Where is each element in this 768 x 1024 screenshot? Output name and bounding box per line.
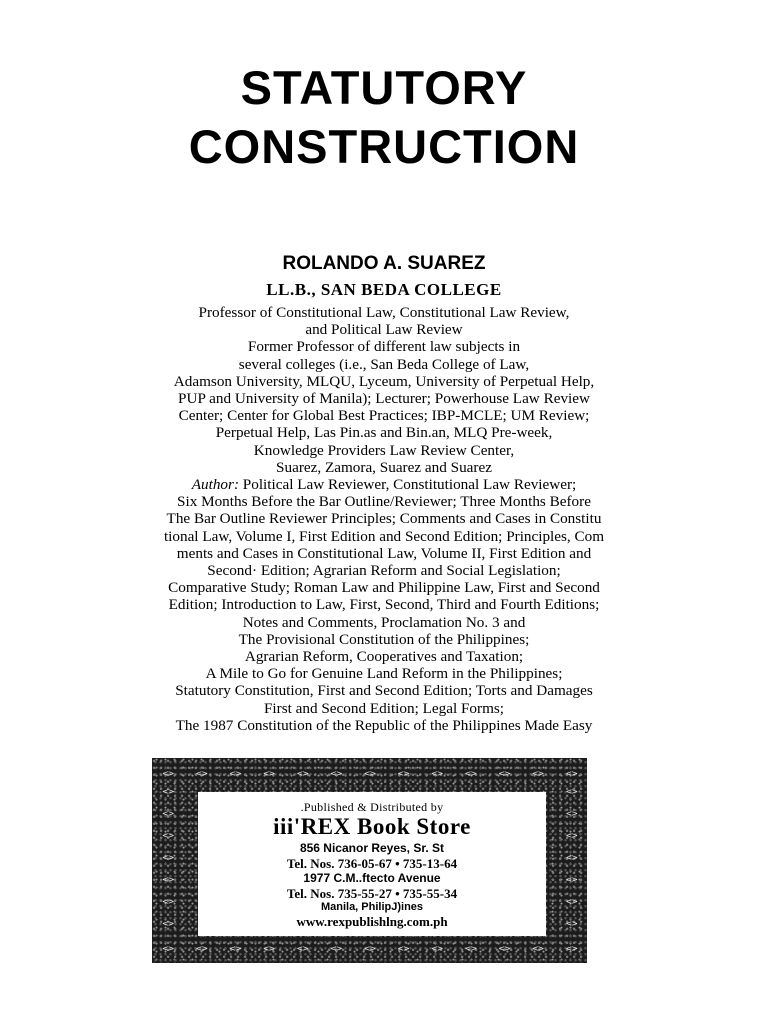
publisher-city: Manila, PhilipJ)ines bbox=[320, 901, 424, 913]
bio-line: First and Second Edition; Legal Forms; bbox=[263, 699, 505, 717]
bio-line: and Political Law Review bbox=[305, 321, 463, 339]
ornament-border-bottom: <> <> <> <> <> <> <> <> <> <> <> <> <> bbox=[162, 944, 577, 953]
ornament-border-left: <> <> <> <> <> <> <> bbox=[162, 787, 174, 928]
publisher-website: www.rexpublishlng.com.ph bbox=[296, 914, 448, 929]
ornament-border-top: <> <> <> <> <> <> <> <> <> <> <> <> <> bbox=[162, 769, 577, 778]
author-works-start: Political Law Reviewer, Constitutional Law Reviewer; bbox=[239, 476, 577, 494]
bio-line: several colleges (i.e., San Beda College of Law, bbox=[238, 355, 530, 373]
bio-line: Center; Center for Global Best Practices; IBP-MCLE; UM Review; bbox=[178, 407, 590, 425]
author-degree: LL.B., SAN BEDA COLLEGE bbox=[266, 280, 502, 299]
ornament-border-right: <> <> <> <> <> <> <> bbox=[565, 787, 577, 928]
publisher-address-2: 1977 C.M..ftecto Avenue bbox=[303, 871, 441, 885]
title-line-1: STATUTORY bbox=[240, 61, 528, 114]
bio-line: Six Months Before the Bar Outline/Reviewer; Three Months Before bbox=[177, 493, 591, 511]
bio-line: Knowledge Providers Law Review Center, bbox=[253, 441, 515, 459]
publisher-tel-2: Tel. Nos. 735-55-27 • 735-55-34 bbox=[286, 886, 458, 901]
bio-line: Suarez, Zamora, Suarez and Suarez bbox=[276, 458, 492, 476]
bio-line: Professor of Constitutional Law, Constitutional Law Review, bbox=[198, 304, 570, 321]
author-label: Author: bbox=[191, 476, 239, 494]
bio-line: tional Law, Volume I, First Edition and Second Edition; Principles, Com bbox=[163, 527, 605, 545]
bio-line: Former Professor of different law subjects in bbox=[247, 338, 521, 356]
bio-line: The 1987 Constitution of the Republic of the Philippines Made Easy bbox=[175, 716, 593, 734]
bio-line: Second· Edition; Agrarian Reform and Social Legislation; bbox=[207, 562, 561, 580]
bio-line: ments and Cases in Constitutional Law, Volume II, First Edition and bbox=[176, 544, 592, 562]
bio-line-author bbox=[0, 476, 768, 493]
publisher-address-1: 856 Nicanor Reyes, Sr. St bbox=[299, 841, 445, 855]
book-title bbox=[0, 58, 768, 176]
publisher-frame bbox=[152, 758, 587, 963]
author-name: ROLANDO A. SUAREZ bbox=[282, 253, 486, 274]
bio-line: Edition; Introduction to Law, First, Second, Third and Fourth Editions; bbox=[168, 596, 600, 614]
bio-line: Notes and Comments, Proclamation No. 3 and bbox=[242, 613, 526, 631]
title-line-2: CONSTRUCTION bbox=[188, 120, 580, 173]
bio-line: Adamson University, MLQU, Lyceum, University of Perpetual Help, bbox=[173, 372, 595, 390]
bio-line: The Provisional Constitution of the Philippines; bbox=[238, 630, 530, 648]
bio-line: Perpetual Help, Las Pin.as and Bin.an, MLQ Pre-week, bbox=[215, 424, 553, 442]
bio-line: Statutory Constitution, First and Second Edition; Torts and Damages bbox=[175, 682, 593, 700]
bio-line: PUP and University of Manila); Lecturer; Powerhouse Law Review bbox=[178, 390, 590, 408]
bio-line: Comparative Study; Roman Law and Philippine Law, First and Second bbox=[168, 579, 600, 597]
bio-line: A Mile to Go for Genuine Land Reform in the Philippines; bbox=[205, 665, 563, 683]
author-bio bbox=[0, 304, 768, 734]
bio-line: Agrarian Reform, Cooperatives and Taxation; bbox=[244, 648, 524, 666]
publisher-panel bbox=[198, 792, 546, 936]
publisher-name: iii'REX Book Store bbox=[273, 814, 471, 839]
published-by-label: .Published & Distributed by bbox=[300, 800, 444, 814]
publisher-tel-1: Tel. Nos. 736-05-67 • 735-13-64 bbox=[286, 856, 458, 871]
bio-line: The Bar Outline Reviewer Principles; Comments and Cases in Constitu bbox=[166, 510, 602, 528]
